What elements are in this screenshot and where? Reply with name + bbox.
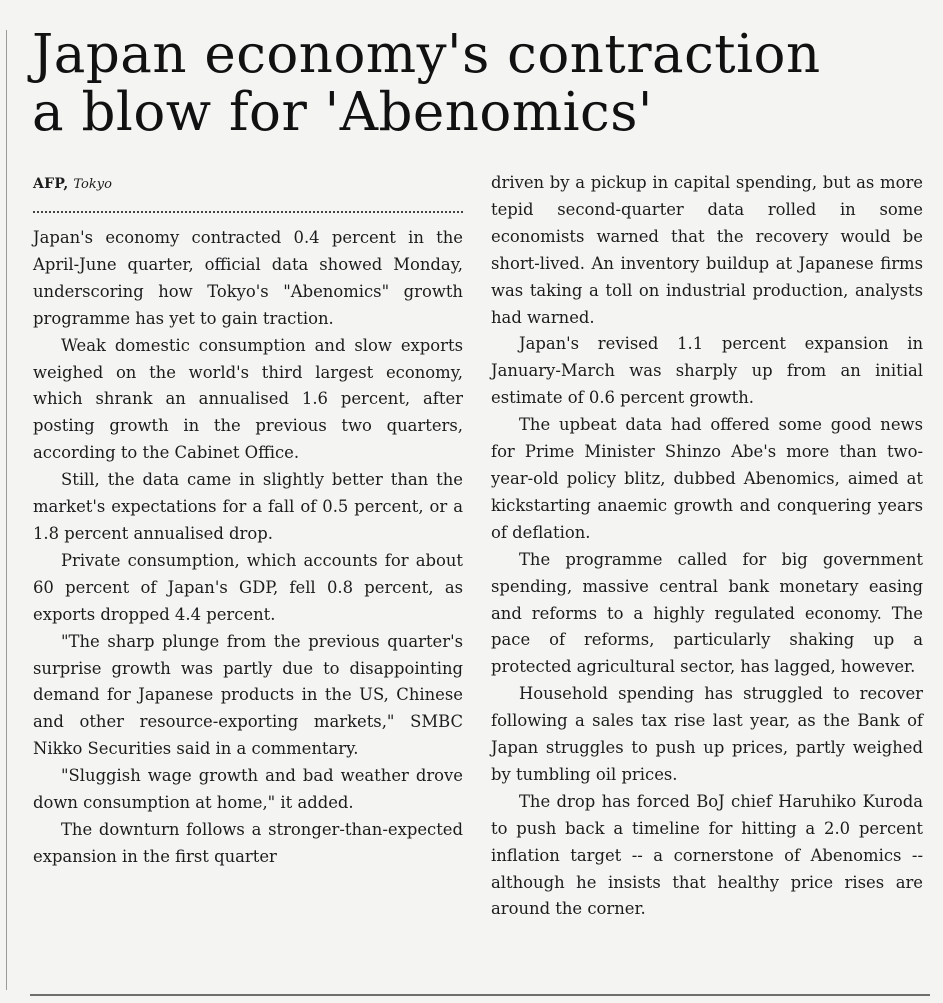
paragraph: The programme called for big government spending, massive central bank monetary easing and reforms to a highly regulated economy. The pace of reforms, particularly shaking up a protected agricultural sector, has lagged, however. xyxy=(491,549,923,677)
bottom-rule xyxy=(30,994,930,996)
article-column-right xyxy=(491,170,923,923)
paragraph: Private consumption, which accounts for about 60 percent of Japan's GDP, fell 0.8 percent, as exports dropped 4.4 percent. xyxy=(33,550,463,624)
paragraph: The downturn follows a stronger-than-expected expansion in the first quarter xyxy=(33,819,463,866)
column-rule xyxy=(6,30,7,990)
paragraph: The upbeat data had offered some good news for Prime Minister Shinzo Abe's more than two-year-old policy blitz, dubbed Abenomics, aimed at kickstarting anaemic growth and conquering years of deflation. xyxy=(491,415,923,542)
paragraph: Still, the data came in slightly better than the market's expectations for a fall of 0.5 percent, or a 1.8 percent annualised drop. xyxy=(33,470,463,543)
paragraph: "The sharp plunge from the previous quarter's surprise growth was partly due to disappointing demand for Japanese products in the US, Chinese and other resource-exporting markets," SMBC Nikko Securities said in a commentary. xyxy=(33,631,463,759)
paragraph: Household spending has struggled to recover following a sales tax rise last year, as the Bank of Japan struggles to push up prices, partly weighed by tumbling oil prices. xyxy=(491,684,923,784)
paragraph: Japan's economy contracted 0.4 percent in the April-June quarter, official data showed Monday, underscoring how Tokyo's "Abenomics" growth programme has yet to gain traction. xyxy=(33,228,463,328)
headline xyxy=(32,26,932,142)
paragraph: Japan's revised 1.1 percent expansion in January-March was sharply up from an initial estimate of 0.6 percent growth. xyxy=(491,334,923,408)
paragraph: The drop has forced BoJ chief Haruhiko Kuroda to push back a timeline for hitting a 2.0 percent inflation target -- a cornerstone of Abenomics -- although he insists that healthy price rises are around the corner. xyxy=(491,791,923,919)
byline xyxy=(33,170,463,197)
article-column-left xyxy=(33,170,463,871)
byline-agency: AFP, xyxy=(33,176,69,192)
paragraph: "Sluggish wage growth and bad weather drove down consumption at home," it added. xyxy=(33,766,463,813)
headline-line-1: Japan economy's contraction xyxy=(32,24,821,85)
byline-divider xyxy=(33,197,463,213)
byline-dateline: Tokyo xyxy=(73,177,112,192)
paragraph: driven by a pickup in capital spending, but as more tepid second-quarter data rolled in some economists warned that the recovery would be short-lived. An inventory buildup at Japanese firms was taking a toll on industrial production, analysts had warned. xyxy=(491,173,923,327)
headline-line-2: a blow for 'Abenomics' xyxy=(32,82,653,143)
paragraph: Weak domestic consumption and slow exports weighed on the world's third largest economy, which shrank an annualised 1.6 percent, after posting growth in the previous two quarters, according to the Cabinet Office. xyxy=(33,335,463,463)
